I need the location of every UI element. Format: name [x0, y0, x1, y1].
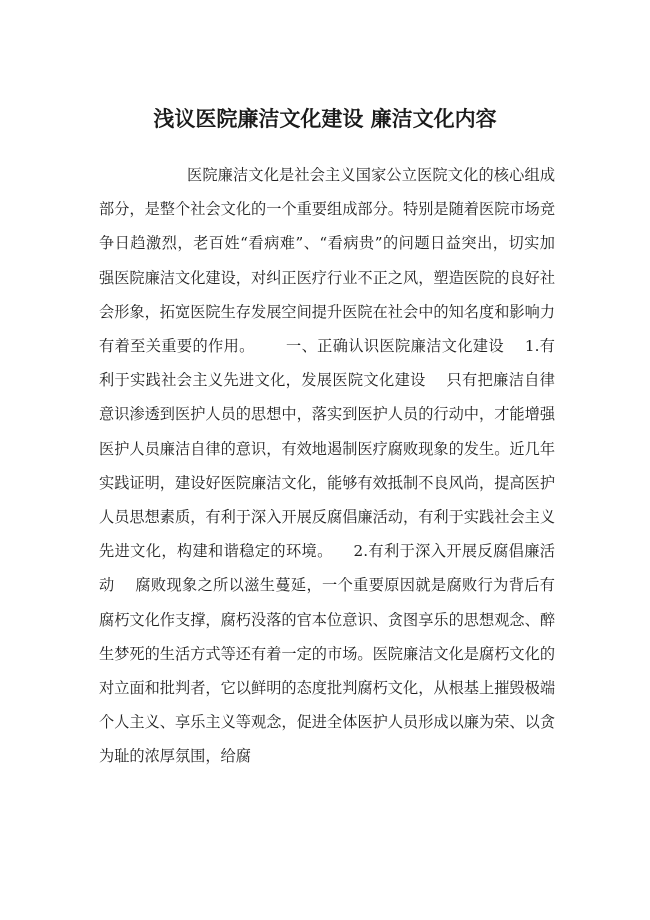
- document-title: 浅议医院廉洁文化建设 廉洁文化内容: [153, 107, 497, 131]
- document-body: 医院廉洁文化是社会主义国家公立医院文化的核心组成部分，是整个社会文化的一个重要组成部分。特别是随着医院市场竞争日趋激烈，老百姓“看病难”、“看病贵”的问题日益突出，切实加强医院廉洁文化建设，对纠正医疗行业不正之风，塑造医院的良好社会形象，拓宽医院生存发展空间提升医院在社会中的知名度和影响力有着至关重要的作用。 一、正确认识医院廉洁文化建设 1.有利于实践社会主义先进文化，发展医院文化建设 只有把廉洁自律意识渗透到医护人员的思想中，落实到医护人员的行动中，才能增强医护人员廉洁自律的意识，有效地遏制医疗腐败现象的发生。近几年实践证明，建设好医院廉洁文化，能够有效抵制不良风尚，提高医护人员思想素质，有利于深入开展反腐倡廉活动，有利于实践社会主义先进文化，构建和谐稳定的环境。 2.有利于深入开展反腐倡廉活动 腐败现象之所以滋生蔓延，一个重要原因就是腐败行为背后有腐朽文化作支撑，腐朽没落的官本位意识、贪图享乐的思想观念、醉生梦死的生活方式等还有着一定的市场。医院廉洁文化是腐朽文化的对立面和批判者，它以鲜明的态度批判腐朽文化，从根基上摧毁极端个人主义、享乐主义等观念，促进全体医护人员形成以廉为荣、以贪为耻的浓厚氛围，给腐: [99, 166, 555, 766]
